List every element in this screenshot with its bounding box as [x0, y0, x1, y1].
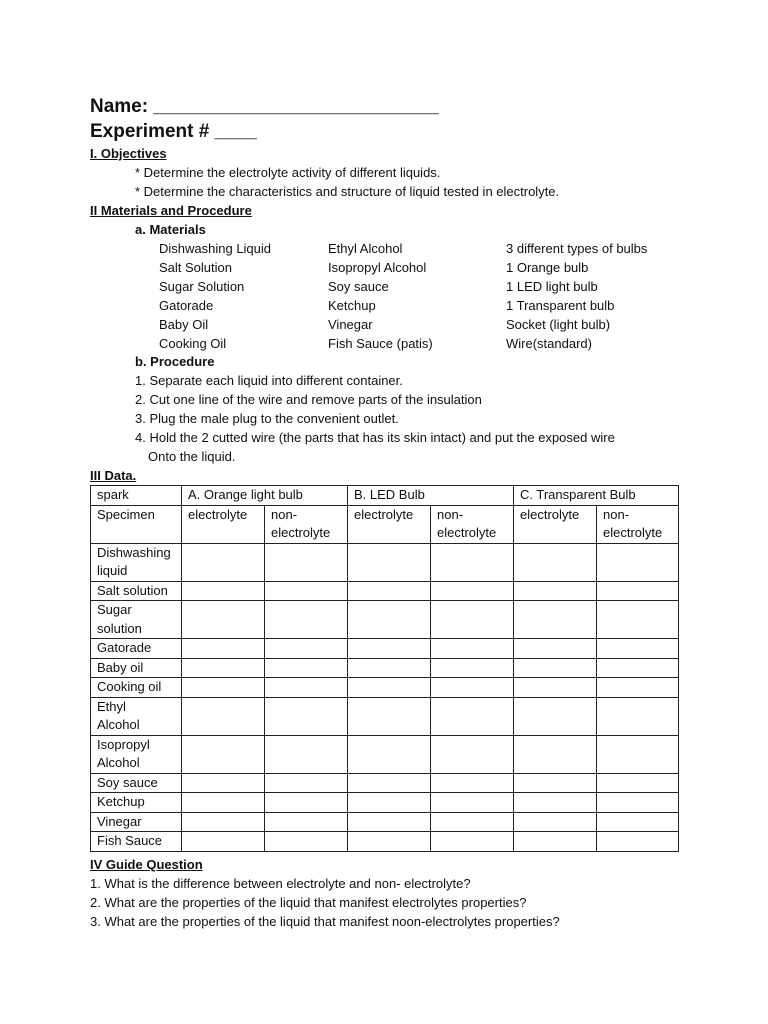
non-suffix: electrolyte	[603, 525, 663, 540]
specimen-name: Ethyl	[97, 698, 126, 714]
specimen-name-continued: solution	[97, 620, 142, 636]
electrolyte-header: electrolyte	[514, 505, 597, 543]
material-item: 1 Transparent bulb	[506, 298, 615, 313]
result-cell[interactable]	[182, 832, 265, 852]
result-cell[interactable]	[431, 735, 514, 773]
result-cell[interactable]	[514, 832, 597, 852]
result-cell[interactable]	[597, 832, 679, 852]
result-cell[interactable]	[431, 658, 514, 678]
result-cell[interactable]	[514, 697, 597, 735]
table-row	[91, 773, 679, 793]
table-header-row	[91, 486, 679, 506]
procedure-step-continuation: Onto the liquid.	[148, 449, 236, 464]
specimen-name-cell	[91, 678, 182, 698]
result-cell[interactable]	[597, 697, 679, 735]
result-cell[interactable]	[348, 543, 431, 581]
result-cell[interactable]	[348, 601, 431, 639]
result-cell[interactable]	[182, 639, 265, 659]
result-cell[interactable]	[182, 735, 265, 773]
non-prefix: non-	[271, 506, 298, 522]
result-cell[interactable]	[597, 581, 679, 601]
specimen-name-cell	[91, 543, 182, 581]
result-cell[interactable]	[265, 639, 348, 659]
specimen-name: Isopropyl	[97, 736, 150, 752]
material-item: Sugar Solution	[159, 279, 245, 294]
material-item: Baby Oil	[159, 317, 209, 332]
table-row	[91, 601, 679, 639]
result-cell[interactable]	[514, 812, 597, 832]
non-electrolyte-header	[597, 505, 679, 543]
result-cell[interactable]	[348, 773, 431, 793]
name-field-label: Name: ___________________________	[90, 96, 439, 117]
material-item: 1 LED light bulb	[506, 279, 598, 294]
result-cell[interactable]	[265, 581, 348, 601]
non-suffix: electrolyte	[437, 525, 497, 540]
objectives-heading: I. Objectives	[90, 146, 167, 161]
specimen-name: Sugar	[97, 602, 132, 617]
result-cell[interactable]	[597, 735, 679, 773]
material-item: Isopropyl Alcohol	[328, 260, 427, 275]
result-cell[interactable]	[514, 658, 597, 678]
result-cell[interactable]	[514, 793, 597, 813]
led-bulb-header: B. LED Bulb	[348, 486, 514, 506]
result-cell[interactable]	[348, 581, 431, 601]
material-item: Vinegar	[328, 317, 373, 332]
non-suffix: electrolyte	[271, 525, 331, 540]
result-cell[interactable]	[597, 639, 679, 659]
specimen-name-cell	[91, 581, 182, 601]
result-cell[interactable]	[265, 658, 348, 678]
table-row	[91, 639, 679, 659]
result-cell[interactable]	[597, 773, 679, 793]
result-cell[interactable]	[348, 735, 431, 773]
material-item: 1 Orange bulb	[506, 260, 589, 275]
table-row	[91, 793, 679, 813]
result-cell[interactable]	[182, 581, 265, 601]
objective-item: * Determine the characteristics and structure of liquid tested in electrolyte.	[135, 184, 560, 199]
result-cell[interactable]	[348, 812, 431, 832]
orange-bulb-header: A. Orange light bulb	[182, 486, 348, 506]
result-cell[interactable]	[348, 658, 431, 678]
specimen-name-cell	[91, 793, 182, 813]
result-cell[interactable]	[182, 678, 265, 698]
table-subheader-row	[91, 505, 679, 543]
material-item: Dishwashing Liquid	[159, 241, 272, 256]
specimen-header-cell: Specimen	[91, 505, 182, 543]
transparent-bulb-header: C. Transparent Bulb	[514, 486, 679, 506]
procedure-step: 3. Plug the male plug to the convenient outlet.	[135, 411, 399, 426]
table-row	[91, 832, 679, 852]
material-item: Ketchup	[328, 298, 376, 313]
result-cell[interactable]	[265, 832, 348, 852]
material-item: Gatorade	[159, 298, 214, 313]
result-cell[interactable]	[514, 735, 597, 773]
result-cell[interactable]	[431, 639, 514, 659]
result-cell[interactable]	[514, 601, 597, 639]
data-table	[90, 485, 679, 852]
specimen-name-cell	[91, 812, 182, 832]
result-cell[interactable]	[431, 773, 514, 793]
guide-question-heading: IV Guide Question	[90, 857, 203, 872]
material-item: 3 different types of bulbs	[506, 241, 648, 256]
specimen-name-cell	[91, 658, 182, 678]
guide-question: 1. What is the difference between electrolyte and non- electrolyte?	[90, 876, 471, 891]
non-prefix: non-	[437, 506, 464, 522]
result-cell[interactable]	[182, 697, 265, 735]
result-cell[interactable]	[514, 639, 597, 659]
result-cell[interactable]	[348, 678, 431, 698]
specimen-name-cell	[91, 773, 182, 793]
result-cell[interactable]	[431, 543, 514, 581]
result-cell[interactable]	[514, 773, 597, 793]
result-cell[interactable]	[431, 581, 514, 601]
result-cell[interactable]	[597, 543, 679, 581]
specimen-name: Fish Sauce	[97, 833, 163, 848]
material-item: Soy sauce	[328, 279, 389, 294]
result-cell[interactable]	[514, 581, 597, 601]
result-cell[interactable]	[182, 812, 265, 832]
specimen-name: Cooking oil	[97, 679, 162, 694]
specimen-name-cell	[91, 697, 182, 735]
result-cell[interactable]	[265, 773, 348, 793]
table-row	[91, 678, 679, 698]
spark-header-cell: spark	[91, 486, 182, 506]
result-cell[interactable]	[182, 773, 265, 793]
result-cell[interactable]	[431, 832, 514, 852]
specimen-name: Salt solution	[97, 582, 168, 598]
result-cell[interactable]	[182, 601, 265, 639]
materials-procedure-heading: II Materials and Procedure	[90, 203, 252, 218]
specimen-name-cell	[91, 735, 182, 773]
result-cell[interactable]	[265, 601, 348, 639]
specimen-name-continued: Alcohol	[97, 755, 140, 770]
procedure-step: 4. Hold the 2 cutted wire (the parts that has its skin intact) and put the exposed wire	[135, 430, 615, 445]
electrolyte-header: electrolyte	[348, 505, 431, 543]
specimen-name-cell	[91, 639, 182, 659]
non-prefix: non-	[603, 506, 630, 522]
table-row	[91, 812, 679, 832]
data-heading: III Data.	[90, 468, 137, 483]
material-item: Socket (light bulb)	[506, 317, 611, 332]
specimen-name-cell	[91, 832, 182, 852]
result-cell[interactable]	[597, 658, 679, 678]
result-cell[interactable]	[265, 678, 348, 698]
table-row	[91, 697, 679, 735]
table-row	[91, 543, 679, 581]
result-cell[interactable]	[182, 793, 265, 813]
result-cell[interactable]	[597, 678, 679, 698]
table-row	[91, 735, 679, 773]
procedure-subheading: b. Procedure	[135, 354, 215, 369]
result-cell[interactable]	[265, 735, 348, 773]
experiment-number-label: Experiment # ____	[90, 121, 257, 142]
specimen-name-cell	[91, 601, 182, 639]
result-cell[interactable]	[431, 678, 514, 698]
table-row	[91, 658, 679, 678]
result-cell[interactable]	[265, 793, 348, 813]
specimen-name: Baby oil	[97, 659, 144, 675]
result-cell[interactable]	[597, 793, 679, 813]
electrolyte-header: electrolyte	[182, 505, 265, 543]
result-cell[interactable]	[514, 543, 597, 581]
objective-item: * Determine the electrolyte activity of different liquids.	[135, 165, 441, 180]
materials-subheading: a. Materials	[135, 222, 206, 237]
result-cell[interactable]	[182, 658, 265, 678]
material-item: Cooking Oil	[159, 336, 227, 351]
guide-question: 2. What are the properties of the liquid that manifest electrolytes properties?	[90, 895, 527, 910]
guide-question: 3. What are the properties of the liquid that manifest noon-electrolytes properties?	[90, 914, 560, 929]
specimen-name: Dishwashing	[97, 544, 171, 560]
non-electrolyte-header	[431, 505, 514, 543]
result-cell[interactable]	[597, 601, 679, 639]
result-cell[interactable]	[431, 697, 514, 735]
specimen-name: Ketchup	[97, 794, 145, 809]
result-cell[interactable]	[348, 793, 431, 813]
material-item: Salt Solution	[159, 260, 232, 275]
result-cell[interactable]	[265, 543, 348, 581]
result-cell[interactable]	[348, 639, 431, 659]
procedure-step: 1. Separate each liquid into different container.	[135, 373, 403, 388]
procedure-step: 2. Cut one line of the wire and remove parts of the insulation	[135, 392, 482, 407]
table-row	[91, 581, 679, 601]
result-cell[interactable]	[182, 543, 265, 581]
result-cell[interactable]	[431, 793, 514, 813]
result-cell[interactable]	[597, 812, 679, 832]
result-cell[interactable]	[265, 697, 348, 735]
specimen-name: Gatorade	[97, 640, 152, 655]
specimen-name-continued: Alcohol	[97, 717, 140, 732]
specimen-name: Soy sauce	[97, 774, 158, 790]
result-cell[interactable]	[348, 832, 431, 852]
specimen-name: Vinegar	[97, 813, 142, 829]
result-cell[interactable]	[348, 697, 431, 735]
result-cell[interactable]	[431, 601, 514, 639]
result-cell[interactable]	[265, 812, 348, 832]
result-cell[interactable]	[431, 812, 514, 832]
result-cell[interactable]	[514, 678, 597, 698]
material-item: Ethyl Alcohol	[328, 241, 403, 256]
material-item: Wire(standard)	[506, 336, 592, 351]
non-electrolyte-header	[265, 505, 348, 543]
specimen-name-continued: liquid	[97, 563, 128, 578]
material-item: Fish Sauce (patis)	[328, 336, 433, 351]
